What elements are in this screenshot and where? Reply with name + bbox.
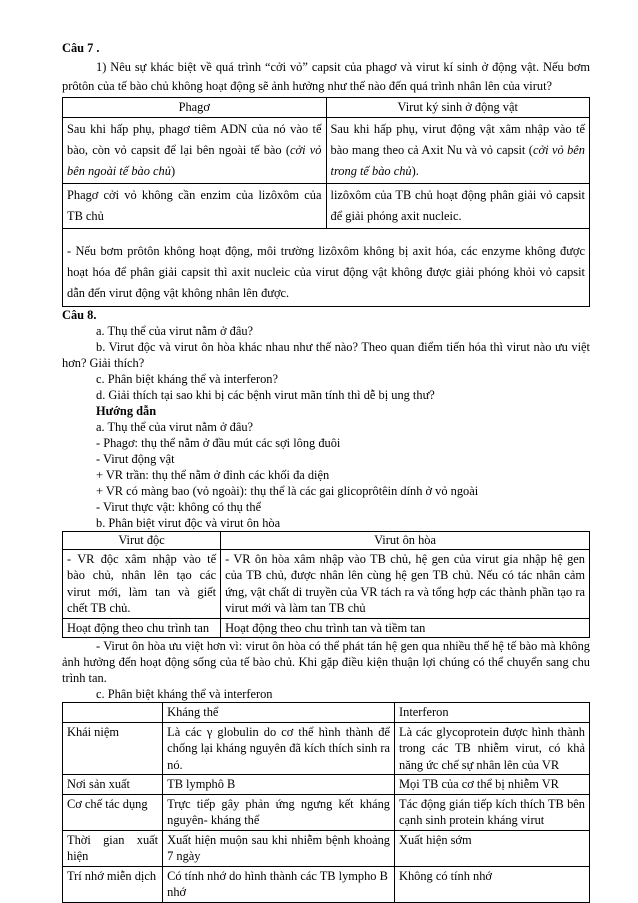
table-cell: - VR ôn hòa xâm nhập vào TB chủ, hệ gen của virut gia nhập hệ gen của TB chủ, được nhân lên cùng hệ gen TB chủ. Nếu có tác nhân cảm ứng, vật chất di truyền của VR tách ra và tổng hợp các thành phần tạo ra virut mới và làm tan TB chủ [221, 549, 590, 618]
guide-b-title: b. Phân biệt virut độc và virut ôn hòa [96, 515, 281, 530]
guide-line: - Phagơ: thụ thể nằm ở đầu mút các sợi lông đuôi [96, 435, 341, 450]
table-header-antibody: Kháng thể [163, 703, 395, 723]
table-cell: Không có tính nhớ [395, 866, 590, 902]
guide-a-title: a. Thụ thể của virut nằm ở đâu? [96, 419, 254, 434]
table-row [63, 794, 590, 830]
table-header-interferon: Interferon [395, 703, 590, 723]
table-cell: Là các glycoprotein được hình thành trong các TB nhiễm virut, có khả năng ức chế sự nhân lên của VR [395, 722, 590, 775]
table-cell: lizôxôm của TB chủ hoạt động phân giải vỏ capsit để giải phóng axit nucleic. [326, 183, 590, 228]
table-header-row [63, 703, 590, 723]
virulent-vs-temperate-table [62, 531, 590, 639]
table-row [63, 549, 590, 618]
table-cell: Có tính nhớ do hình thành các TB lympho B nhớ [163, 866, 395, 902]
table-row [63, 117, 590, 183]
table-row [63, 775, 590, 795]
table-header-phage: Phagơ [63, 97, 327, 117]
cell-text: Sau khi hấp phụ, virut động vật xâm nhập vào tế bào mang theo cả Axit Nu và vỏ capsit ( [330, 121, 585, 157]
table-cell: Xuất hiện muộn sau khi nhiễm bệnh khoảng 7 ngày [163, 830, 395, 866]
cell-text: Sau khi hấp phụ, phagơ tiêm ADN của nó vào tế bào, còn vỏ capsit để lại bên ngoài tế bào ( [67, 121, 322, 157]
cell-text-end: ). [411, 163, 419, 178]
row-label: Trí nhớ miễn dịch [63, 866, 163, 902]
question-8d: d. Giải thích tại sao khi bị các bệnh virut mãn tính thì dễ bị ung thư? [96, 387, 435, 402]
cell-text-end: ) [170, 163, 176, 178]
table-row [63, 830, 590, 866]
phage-vs-animal-virus-table [62, 97, 590, 229]
table-cell: Tác động gián tiếp kích thích TB bên cạnh sinh protein kháng virut [395, 794, 590, 830]
table-cell [326, 117, 590, 183]
table-cell: Là các γ globulin do cơ thể hình thành để chống lại kháng nguyên đã kích thích sinh ra nó. [163, 722, 395, 775]
table-row [63, 183, 590, 228]
row-label: Cơ chế tác dụng [63, 794, 163, 830]
cell-italic-text: cởi vỏ bên ngoài tế bào chủ [67, 142, 322, 178]
row-label: Nơi sản xuất [63, 775, 163, 795]
table-cell: TB lymphô B [163, 775, 395, 795]
table-header-temperate: Virut ôn hòa [221, 531, 590, 549]
table-row [63, 618, 590, 638]
question-8a: a. Thụ thể của virut nằm ở đâu? [96, 323, 254, 338]
guide-line: + VR có màng bao (vỏ ngoài): thụ thể là các gai glicoprôtêin dính ở vỏ ngoài [96, 483, 479, 498]
table-cell: Hoạt động theo chu trình tan và tiềm tan [221, 618, 590, 638]
document-page [62, 40, 590, 903]
guide-line: - Virut động vật [96, 451, 175, 466]
proton-pump-note: - Nếu bơm prôtôn không hoạt động, môi trường lizôxôm không bị axit hóa, các enzyme không được hoạt hóa để phân giải capsit thì axit nucleic của virut động vật không được giải phóng khỏi vỏ capsit dẫn đến virut động vật không nhân lên được. [62, 229, 590, 307]
guide-line: + VR trần: thụ thể nằm ở đỉnh các khối đa diện [96, 467, 330, 482]
question-7-prompt: 1) Nêu sự khác biệt về quá trình “cởi vỏ” capsit của phagơ và virut kí sinh ở động vật. Nếu bơm prôtôn của tế bào chủ không hoạt động sẽ ảnh hưởng như thế nào đến quá trình nhân lên của virut? [62, 59, 590, 93]
antibody-vs-interferon-table [62, 702, 590, 903]
cell-italic-text: cởi vỏ bên trong tế bào chủ [330, 142, 586, 178]
table-header-animal-virus: Virut ký sinh ở động vật [326, 97, 590, 117]
table-cell: Trực tiếp gây phản ứng ngưng kết kháng nguyên- kháng thể [163, 794, 395, 830]
table-row [63, 866, 590, 902]
guide-title: Hướng dẫn [96, 403, 157, 418]
row-label: Khái niệm [63, 722, 163, 775]
table-header-row [63, 531, 590, 549]
table-cell: Phagơ cởi vỏ không cần enzim của lizôxôm của TB chủ [63, 183, 327, 228]
question-8c: c. Phân biệt kháng thể và interferon? [96, 371, 279, 386]
table-cell: Xuất hiện sớm [395, 830, 590, 866]
table-row [63, 722, 590, 775]
question-7-title: Câu 7 . [62, 41, 100, 55]
table-header-row [63, 97, 590, 117]
table-cell [63, 117, 327, 183]
question-8b: b. Virut độc và virut ôn hòa khác nhau như thế nào? Theo quan điểm tiến hóa thì virut nào ưu việt hơn? Giải thích? [62, 339, 590, 370]
question-8-title: Câu 8. [62, 307, 97, 322]
temperate-advantage-explanation: - Virut ôn hòa ưu việt hơn vì: virut ôn hòa có thể phát tán hệ gen qua nhiều thế hệ tế bào mà không ảnh hưởng đến hoạt động sống của tế bào chủ. Khi gặp điều kiện thuận lợi chúng có thể chuyển sang chu trình tan. [62, 639, 590, 685]
table-cell: Mọi TB của cơ thể bị nhiễm VR [395, 775, 590, 795]
row-label: Thời gian xuất hiện [63, 830, 163, 866]
guide-c-title: c. Phân biệt kháng thể và interferon [96, 687, 273, 701]
table-header-virulent: Virut độc [63, 531, 221, 549]
table-cell: Hoạt động theo chu trình tan [63, 618, 221, 638]
guide-line: - Virut thực vật: không có thụ thể [96, 499, 262, 514]
table-header-empty [63, 703, 163, 723]
table-cell: - VR độc xâm nhập vào tế bào chủ, nhân lên tạo các virut mới, làm tan và giết chết TB chủ. [63, 549, 221, 618]
